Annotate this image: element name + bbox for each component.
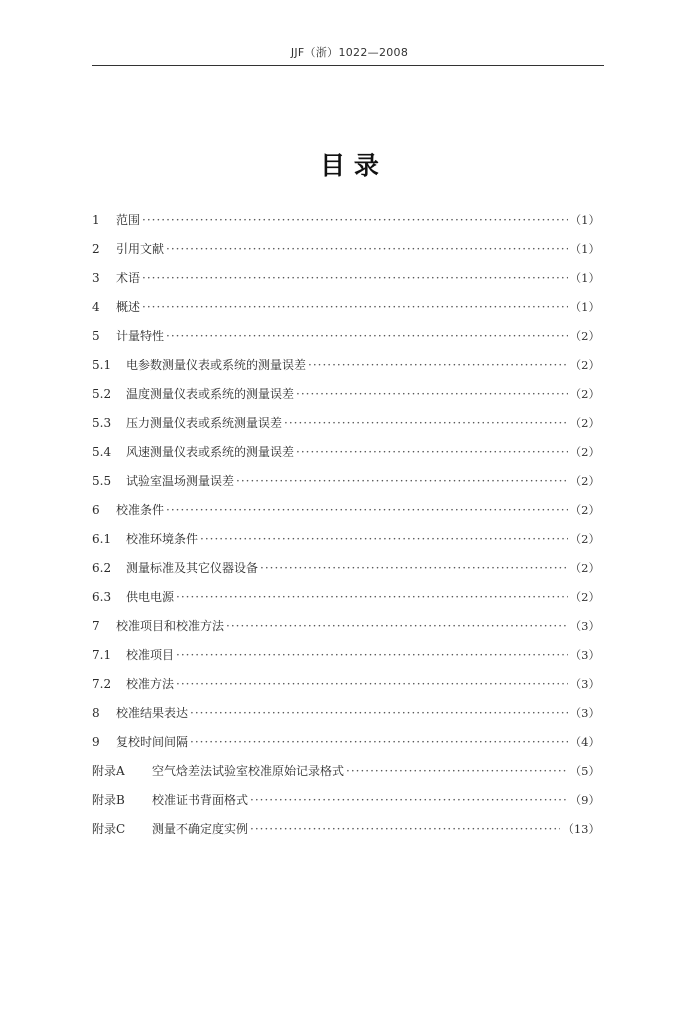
page-title: 目 录 [320,151,379,180]
dot-leader [250,821,560,837]
header-rule [92,65,604,66]
toc-entry-title: 校准方法 [126,677,175,691]
toc-entry-number: 3 [92,271,100,285]
toc-entry-number: 7.2 [92,677,112,691]
toc-entry [92,328,600,357]
toc-entry-title: 压力测量仪表或系统测量误差 [126,416,283,430]
toc-entry-page: （3） [569,619,600,633]
dot-leader [250,792,568,808]
dot-leader [166,241,568,257]
toc-entry [92,589,600,618]
toc-entry-title: 电参数测量仪表或系统的测量误差 [126,358,307,372]
dot-leader [236,473,568,489]
dot-leader [200,531,568,547]
toc-entry [92,618,600,647]
toc-entry-title: 空气焓差法试验室校准原始记录格式 [152,764,345,778]
dot-leader [142,212,568,228]
toc-entry-number: 6.2 [92,561,112,575]
toc-entry-title: 校准证书背面格式 [152,793,249,807]
dot-leader [296,386,568,402]
toc-entry [92,473,600,502]
toc-entry-title: 范围 [116,213,141,227]
toc-entry [92,821,600,850]
toc-entry-number: 附录C [92,822,126,836]
toc-entry-number: 8 [92,706,100,720]
toc-entry-title: 术语 [116,271,141,285]
toc-entry-number: 7 [92,619,100,633]
toc-entry-number: 5.1 [92,358,112,372]
toc-entry-title: 试验室温场测量误差 [126,474,235,488]
toc-entry-title: 概述 [116,300,141,314]
document-code-header: JJF（浙）1022—2008 [290,46,409,59]
toc-entry-number: 5.3 [92,416,112,430]
toc-entry-page: （2） [569,387,600,401]
toc-entry-title: 风速测量仪表或系统的测量误差 [126,445,295,459]
toc-entry [92,792,600,821]
toc-entry-page: （2） [569,445,600,459]
toc-entry [92,560,600,589]
toc-entry-page: （3） [569,706,600,720]
toc-entry [92,531,600,560]
toc-entry [92,415,600,444]
toc-entry-title: 测量标准及其它仪器设备 [126,561,259,575]
toc-entry-number: 5 [92,329,100,343]
toc-entry [92,734,600,763]
toc-entry [92,676,600,705]
toc-entry-page: （2） [569,474,600,488]
dot-leader [296,444,568,460]
toc-entry-number: 1 [92,213,100,227]
dot-leader [284,415,568,431]
toc-entry-page: （3） [569,648,600,662]
toc-entry [92,763,600,792]
toc-entry-page: （2） [569,358,600,372]
toc-entry-page: （1） [569,300,600,314]
dot-leader [176,647,568,663]
toc-entry-title: 复校时间间隔 [116,735,189,749]
toc-entry-title: 引用文献 [116,242,165,256]
toc-entry-page: （2） [569,532,600,546]
toc-entry [92,270,600,299]
toc-entry-title: 计量特性 [116,329,165,343]
dot-leader [166,502,568,518]
toc-entry-title: 校准条件 [116,503,165,517]
toc-entry-number: 2 [92,242,100,256]
toc-entry-page: （5） [569,764,600,778]
toc-entry [92,444,600,473]
toc-entry-title: 校准项目 [126,648,175,662]
toc-entry [92,502,600,531]
toc-entry-page: （1） [569,242,600,256]
toc-entry [92,357,600,386]
dot-leader [176,589,568,605]
table-of-contents [92,212,600,850]
dot-leader [142,270,568,286]
toc-entry-number: 5.4 [92,445,112,459]
toc-entry-title: 供电电源 [126,590,175,604]
toc-entry-number: 附录A [92,764,125,778]
toc-entry-page: （1） [569,271,600,285]
toc-entry-number: 6.1 [92,532,112,546]
toc-entry [92,299,600,328]
dot-leader [308,357,568,373]
toc-entry-title: 校准结果表达 [116,706,189,720]
toc-entry-title: 校准环境条件 [126,532,199,546]
toc-entry-number: 4 [92,300,100,314]
toc-entry-number: 5.2 [92,387,112,401]
toc-entry-number: 5.5 [92,474,112,488]
toc-entry-page: （3） [569,677,600,691]
toc-entry-title: 测量不确定度实例 [152,822,249,836]
toc-entry-page: （2） [569,590,600,604]
toc-entry [92,386,600,415]
dot-leader [166,328,568,344]
toc-entry [92,705,600,734]
toc-entry-number: 6 [92,503,100,517]
toc-entry-title: 温度测量仪表或系统的测量误差 [126,387,295,401]
toc-entry-page: （2） [569,329,600,343]
toc-entry-page: （2） [569,416,600,430]
dot-leader [346,763,568,779]
toc-entry-page: （2） [569,503,600,517]
toc-entry [92,647,600,676]
toc-entry [92,212,600,241]
toc-entry-page: （9） [569,793,600,807]
toc-entry-number: 6.3 [92,590,112,604]
dot-leader [226,618,568,634]
toc-entry-page: （4） [569,735,600,749]
toc-entry-page: （2） [569,561,600,575]
dot-leader [142,299,568,315]
toc-entry [92,241,600,270]
toc-entry-title: 校准项目和校准方法 [116,619,225,633]
toc-entry-page: （1） [569,213,600,227]
toc-entry-number: 附录B [92,793,125,807]
dot-leader [176,676,568,692]
dot-leader [190,705,568,721]
toc-entry-page: （13） [562,822,600,836]
dot-leader [260,560,568,576]
toc-entry-number: 7.1 [92,648,112,662]
toc-entry-number: 9 [92,735,100,749]
dot-leader [190,734,568,750]
